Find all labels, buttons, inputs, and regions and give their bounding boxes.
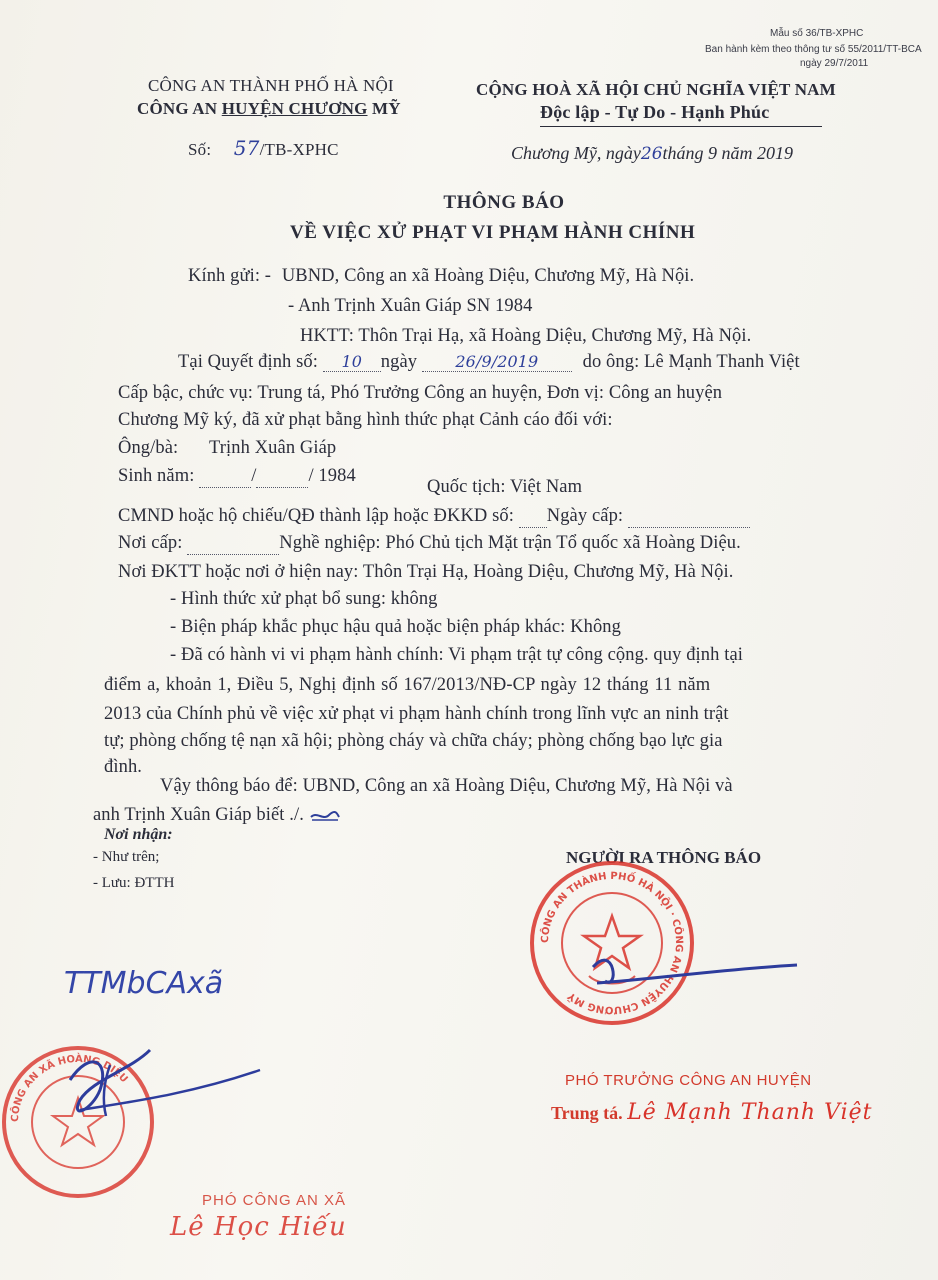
issue-place-line <box>118 533 741 555</box>
form-circular-note: Ban hành kèm theo thông tư số 55/2011/TT-BCA <box>705 44 922 55</box>
decision-line <box>178 352 800 373</box>
birth-month-blank <box>256 466 308 488</box>
office-suffix: MỸ <box>367 99 401 118</box>
number-value: 57 <box>233 136 260 160</box>
recipients-label: Nơi nhận: <box>104 826 173 843</box>
signer-signature-icon <box>575 935 805 995</box>
violation-line-1: - Đã có hành vi vi phạm hành chính: Vi phạm trật tự công cộng. quy định tại <box>170 645 744 665</box>
residence: Nơi ĐKTT hoặc nơi ở hiện nay: Thôn Trại Hạ, Hoàng Diệu, Chương Mỹ, Hà Nội. <box>118 562 734 582</box>
decision-date-label: ngày <box>380 352 418 372</box>
signer-heading: NGƯỜI RA THÔNG BÁO <box>566 848 762 867</box>
recipients-item-2: - Lưu: ĐTTH <box>93 875 175 891</box>
title-line-2: VỀ VIỆC XỬ PHẠT VI PHẠM HÀNH CHÍNH <box>290 222 696 243</box>
end-mark-icon <box>309 809 341 823</box>
issue-place-blank <box>187 533 279 555</box>
violation-line-4: tự; phòng chống tệ nạn xã hội; phòng cháy và chữa cháy; phòng chống bạo lực gia <box>104 731 723 751</box>
date-rest: tháng 9 năm 2019 <box>662 143 794 163</box>
agency-name: CÔNG AN THÀNH PHỐ HÀ NỘI <box>148 76 394 95</box>
district-seal-text: CÔNG AN THÀNH PHỐ HÀ NỘI · CÔNG AN HUYỆN CHƯƠNG MỸ <box>539 870 685 1016</box>
id-label: CMND hoặc hộ chiếu/QĐ thành lập hoặc ĐKKD số: <box>118 506 515 526</box>
occupation: Nghề nghiệp: Phó Chủ tịch Mặt trận Tổ quốc xã Hoàng Diệu. <box>279 533 741 553</box>
remedy: - Biện pháp khắc phục hậu quả hoặc biện pháp khác: Không <box>170 617 621 637</box>
office-name <box>137 99 401 119</box>
recipient-1: UBND, Công an xã Hoàng Diệu, Chương Mỹ, Hà Nội. <box>281 266 695 286</box>
violation-line-3: 2013 của Chính phủ về việc xử phạt vi phạm hành chính trong lĩnh vực an ninh trật <box>104 704 729 724</box>
document-title <box>0 192 938 214</box>
motto-underline <box>540 126 822 127</box>
birth-day-blank <box>199 466 251 488</box>
commune-handwritten-note: TTMbCAxã <box>64 966 224 1001</box>
person-line <box>118 438 336 459</box>
country-name: CỘNG HOÀ XÃ HỘI CHỦ NGHĨA VIỆT NAM <box>476 80 836 99</box>
id-line <box>118 506 750 528</box>
birth-line <box>118 466 356 488</box>
number-label: Số: <box>188 140 212 159</box>
document-number <box>188 136 339 160</box>
commune-signer-name: Lê Học Hiếu <box>170 1212 347 1242</box>
recipients-item-1: - Như trên; <box>93 849 160 865</box>
form-date-note: ngày 29/7/2011 <box>800 58 869 69</box>
id-number-blank <box>519 506 547 528</box>
signer-name-line <box>551 1100 872 1125</box>
recipient-2: - Anh Trịnh Xuân Giáp SN 1984 <box>288 296 533 316</box>
recipient-line-1 <box>188 266 694 287</box>
notice-line-2 <box>93 805 341 826</box>
signer-name: Lê Mạnh Thanh Việt <box>627 1100 873 1125</box>
signer-rank: Trung tá. <box>551 1103 623 1123</box>
birth-sep-1: / <box>251 466 257 486</box>
extra-penalty: - Hình thức xử phạt bổ sung: không <box>170 589 438 609</box>
date-prefix: Chương Mỹ, ngày <box>511 143 641 163</box>
decision-label: Tại Quyết định số: <box>178 352 319 372</box>
notice-text-2: anh Trịnh Xuân Giáp biết ./. <box>93 805 304 825</box>
recipient-label: Kính gửi: - <box>188 266 272 286</box>
decision-date: 26/9/2019 <box>422 352 572 372</box>
motto: Độc lập - Tự Do - Hạnh Phúc <box>540 102 770 122</box>
date-day: 26 <box>640 144 663 164</box>
violation-line-5: đình. <box>104 757 143 777</box>
office-underlined: HUYỆN CHƯƠNG <box>221 99 368 118</box>
person-name: Trịnh Xuân Giáp <box>209 438 337 458</box>
birth-year: 1984 <box>318 466 356 486</box>
recipient-3: HKTT: Thôn Trại Hạ, xã Hoàng Diệu, Chương Mỹ, Hà Nội. <box>300 326 752 346</box>
issue-date <box>511 143 793 164</box>
office-prefix: CÔNG AN <box>137 99 222 118</box>
violation-line-2: điểm a, khoản 1, Điều 5, Nghị định số 167/2013/NĐ-CP ngày 12 tháng 11 năm <box>104 675 711 695</box>
issue-place-label: Nơi cấp: <box>118 533 183 553</box>
birth-label: Sinh năm: <box>118 466 195 486</box>
commune-title: PHÓ CÔNG AN XÃ <box>202 1192 347 1209</box>
nationality: Quốc tịch: Việt Nam <box>427 477 583 497</box>
commune-signature-icon <box>40 1030 270 1150</box>
rank-line: Cấp bậc, chức vụ: Trung tá, Phó Trưởng Công an huyện, Đơn vị: Công an huyện <box>118 383 723 403</box>
birth-sep-2: / <box>308 466 314 486</box>
person-label: Ông/bà: <box>118 438 179 458</box>
number-suffix: /TB-XPHC <box>259 140 339 159</box>
notice-line-1: Vậy thông báo để: UBND, Công an xã Hoàng Diệu, Chương Mỹ, Hà Nội và <box>160 776 733 796</box>
id-date-blank <box>628 506 750 528</box>
form-number-note: Mẫu số 36/TB-XPHC <box>770 28 864 39</box>
signed-line: Chương Mỹ ký, đã xử phạt bằng hình thức phạt Cảnh cáo đối với: <box>118 410 613 430</box>
title-line-1: THÔNG BÁO <box>443 192 565 213</box>
decision-by: do ông: Lê Mạnh Thanh Việt <box>582 352 800 372</box>
id-date-label: Ngày cấp: <box>546 506 624 526</box>
signer-title: PHÓ TRƯỞNG CÔNG AN HUYỆN <box>565 1072 812 1089</box>
commune-seal-text: CÔNG AN XÃ HOÀNG DIỆU <box>9 1053 130 1123</box>
decision-number: 10 <box>323 352 381 372</box>
